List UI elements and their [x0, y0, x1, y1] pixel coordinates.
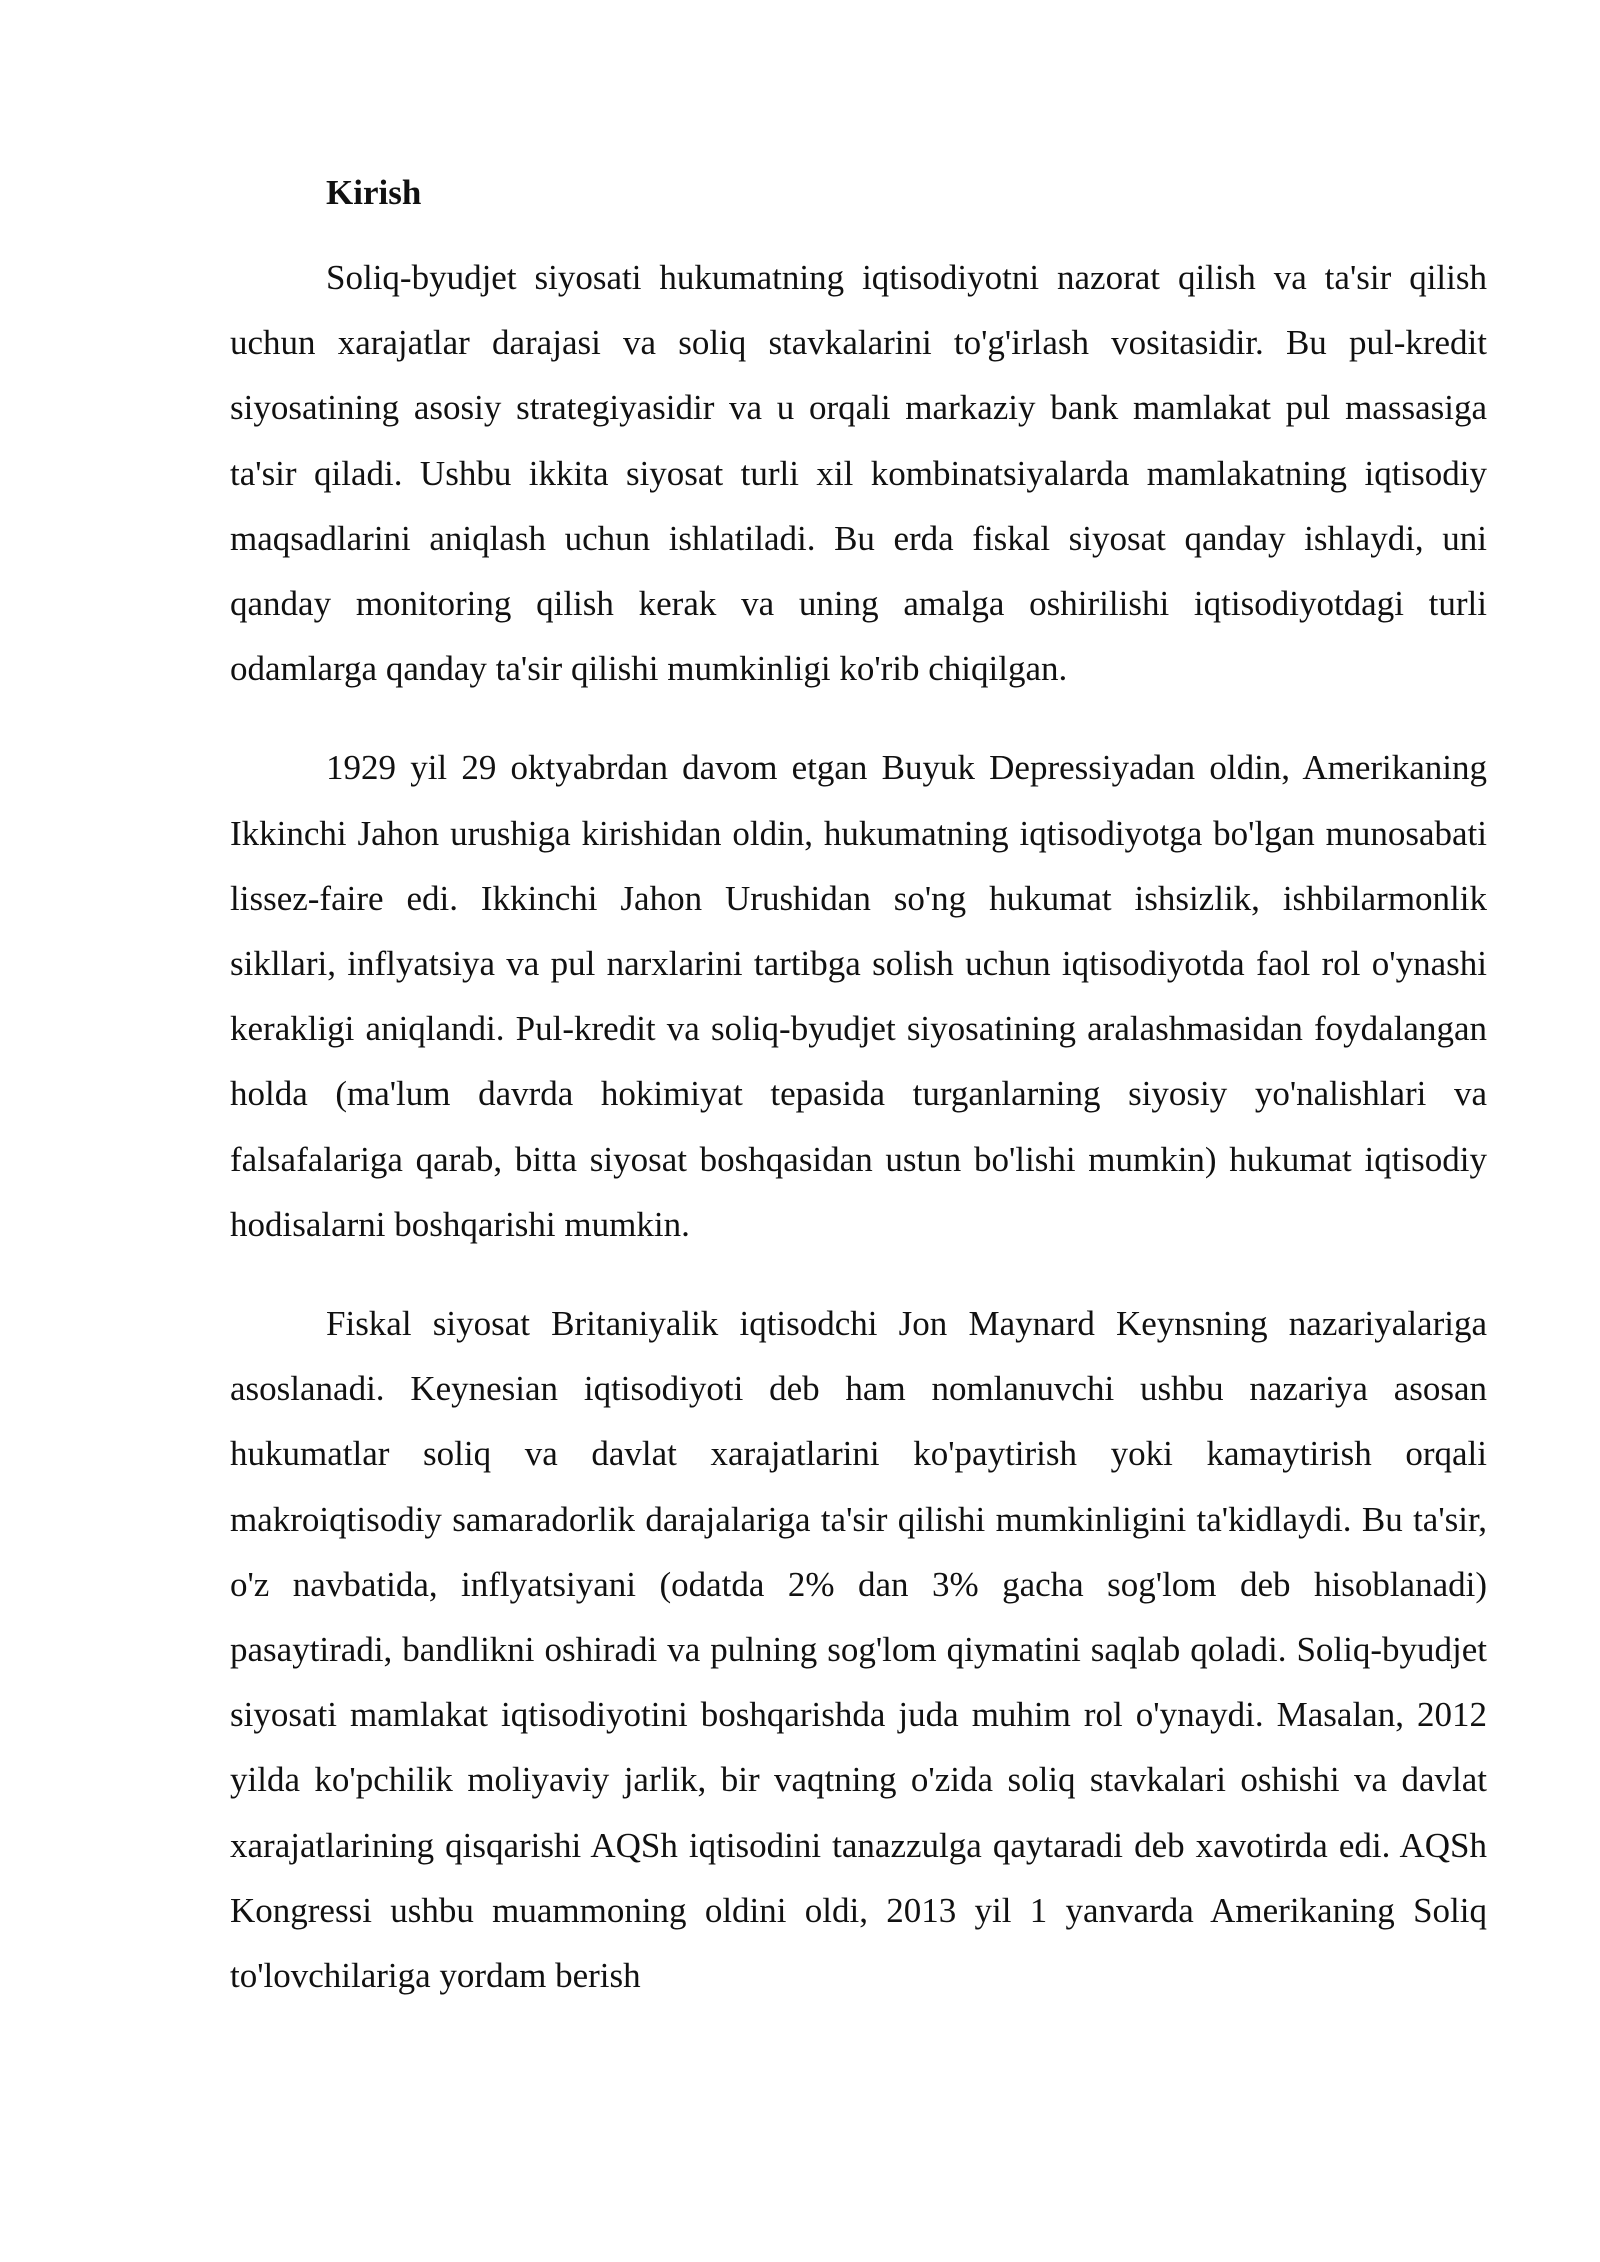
paragraph-3: Fiskal siyosat Britaniyalik iqtisodchi Jon Maynard Keynsning nazariyalariga asoslanadi. Keynesian iqtisodiyoti deb ham nomlanuvchi ushbu nazariya asosan hukumatlar soliq va davlat xarajatlarini ko'paytirish yoki kamaytirish orqali makroiqtisodiy samaradorlik darajalariga ta'sir qilishi mumkinligini ta'kidlaydi. Bu ta'sir, o'z navbatida, inflyatsiyani (odatda 2% dan 3% gacha sog'lom deb hisoblanadi) pasaytiradi, bandlikni oshiradi va pulning sog'lom qiymatini saqlab qoladi. Soliq-byudjet siyosati mamlakat iqtisodiyotini boshqarishda juda muhim rol o'ynaydi. Masalan, 2012 yilda ko'pchilik moliyaviy jarlik, bir vaqtning o'zida soliq stavkalari oshishi va davlat xarajatlarining qisqarishi AQSh iqtisodini tanazzulga qaytaradi deb xavotirda edi. AQSh Kongressi ushbu muammoning oldini oldi, 2013 yil 1 yanvarda Amerikaning Soliq to'lovchilariga yordam berish	[230, 1304, 1487, 1996]
paragraph-2: 1929 yil 29 oktyabrdan davom etgan Buyuk Depressiyadan oldin, Amerikaning Ikkinchi Jahon urushiga kirishidan oldin, hukumatning iqtisodiyotga bo'lgan munosabati lissez-faire edi. Ikkinchi Jahon Urushidan so'ng hukumat ishsizlik, ishbilarmonlik sikllari, inflyatsiya va pul narxlarini tartibga solish uchun iqtisodiyotda faol rol o'ynashi kerakligi aniqlandi. Pul-kredit va soliq-byudjet siyosatining aralashmasidan foydalangan holda (ma'lum davrda hokimiyat tepasida turganlarning siyosiy yo'nalishlari va falsafalariga qarab, bitta siyosat boshqasidan ustun bo'lishi mumkin) hukumat iqtisodiy hodisalarni boshqarishi mumkin.	[230, 748, 1487, 1244]
document-body	[230, 160, 1487, 2042]
section-heading: Kirish	[326, 173, 422, 212]
paragraph-1: Soliq-byudjet siyosati hukumatning iqtisodiyotni nazorat qilish va ta'sir qilish uchun xarajatlar darajasi va soliq stavkalarini to'g'irlash vositasidir. Bu pul-kredit siyosatining asosiy strategiyasidir va u orqali markaziy bank mamlakat pul massasiga ta'sir qiladi. Ushbu ikkita siyosat turli xil kombinatsiyalarda mamlakatning iqtisodiy maqsadlarini aniqlash uchun ishlatiladi. Bu erda fiskal siyosat qanday ishlaydi, uni qanday monitoring qilish kerak va uning amalga oshirilishi iqtisodiyotdagi turli odamlarga qanday ta'sir qilishi mumkinligi ko'rib chiqilgan.	[230, 258, 1487, 689]
